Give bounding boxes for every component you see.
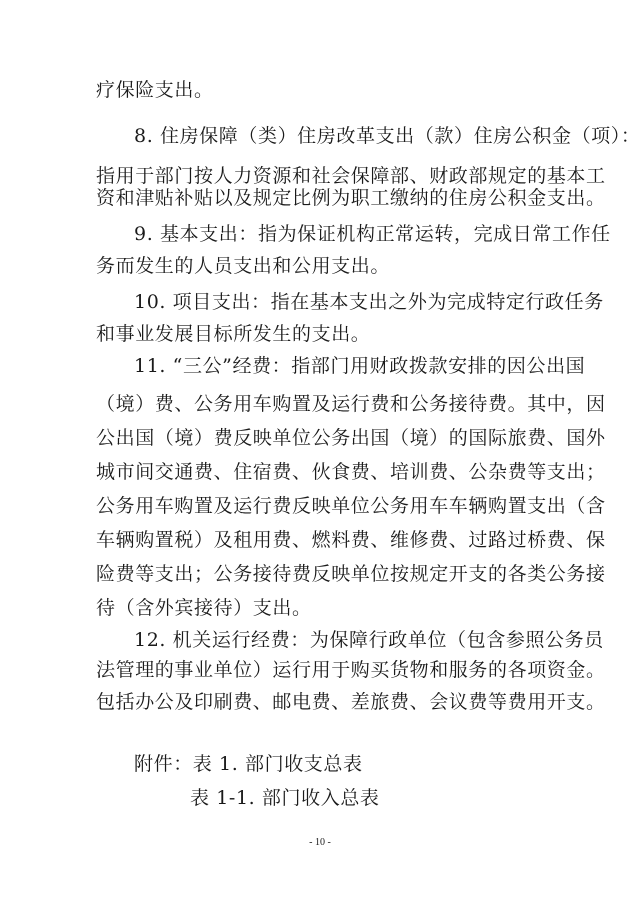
- body-line: 疗保险支出。: [96, 79, 214, 101]
- body-line: 12. 机关运行经费：为保障行政单位（包含参照公务员: [134, 629, 604, 651]
- body-line: 资和津贴补贴以及规定比例为职工缴纳的住房公积金支出。: [96, 187, 606, 209]
- body-line: 包括办公及印刷费、邮电费、差旅费、会议费等费用开支。: [96, 691, 606, 713]
- body-line: 公出国（境）费反映单位公务出国（境）的国际旅费、国外: [96, 427, 606, 449]
- body-line: 法管理的事业单位）运行用于购买货物和服务的各项资金。: [96, 659, 606, 681]
- body-line: 险费等支出；公务接待费反映单位按规定开支的各类公务接: [96, 563, 606, 585]
- attachment-label: 附件：表 1. 部门收支总表: [134, 753, 363, 775]
- body-line: 务而发生的人员支出和公用支出。: [96, 255, 391, 277]
- body-line: 待（含外宾接待）支出。: [96, 597, 312, 619]
- body-line: （境）费、公务用车购置及运行费和公务接待费。其中，因: [96, 393, 606, 415]
- page-number: - 10 -: [309, 837, 331, 848]
- body-line: 指用于部门按人力资源和社会保障部、财政部规定的基本工: [96, 165, 606, 187]
- body-line: 10. 项目支出：指在基本支出之外为完成特定行政任务: [134, 291, 604, 313]
- body-line: 9. 基本支出：指为保证机构正常运转，完成日常工作任: [134, 223, 611, 245]
- body-line: 公务用车购置及运行费反映单位公务用车车辆购置支出（含: [96, 495, 606, 517]
- attachment-sub-item: 表 1-1. 部门收入总表: [190, 787, 380, 809]
- body-line: 8. 住房保障（类）住房改革支出（款）住房公积金（项）：: [134, 125, 640, 147]
- body-line: 和事业发展目标所发生的支出。: [96, 323, 371, 345]
- body-line: 11. “三公”经费：指部门用财政拨款安排的因公出国: [134, 355, 586, 377]
- body-line: 车辆购置税）及租用费、燃料费、维修费、过路过桥费、保: [96, 529, 606, 551]
- body-line: 城市间交通费、住宿费、伙食费、培训费、公杂费等支出；: [96, 461, 606, 483]
